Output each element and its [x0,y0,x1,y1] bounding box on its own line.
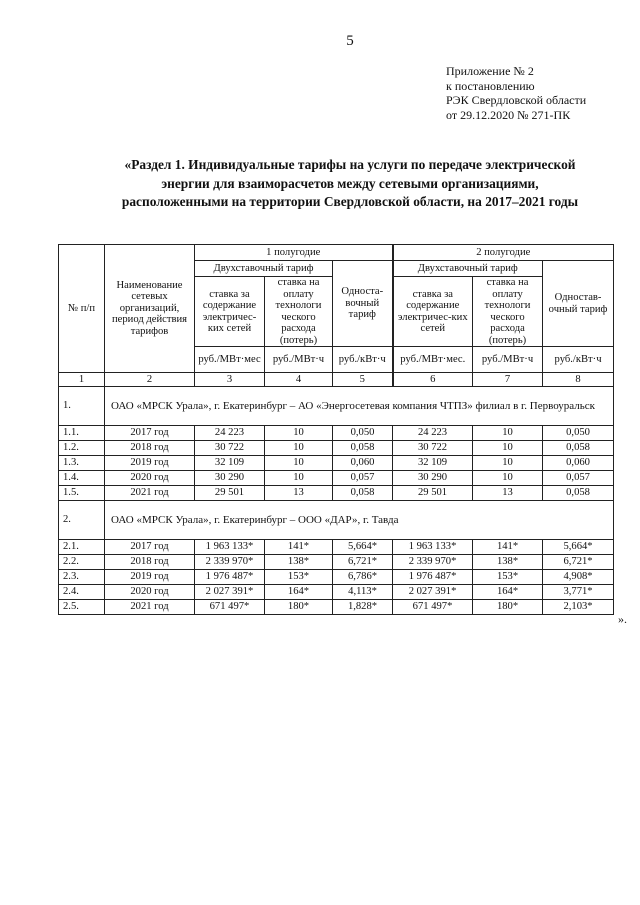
cell-rate-losses-1: 141* [265,540,333,555]
header-col-index: 3 [195,373,265,387]
header-unit: руб./МВт·мес [195,347,265,373]
header-unit: руб./МВт·ч [473,347,543,373]
cell-rate-maintenance-2: 2 339 970* [393,555,473,570]
table-row [59,555,614,570]
appendix-line: от 29.12.2020 № 271-ПК [446,107,571,122]
cell-one-part-2: 0,058 [543,441,614,456]
row-index: 1.1. [59,426,105,441]
appendix-reference [446,64,586,122]
closing-quote: ». [618,612,627,626]
page-number: 5 [346,33,354,49]
group-row [59,501,614,540]
cell-rate-maintenance-1: 24 223 [195,426,265,441]
row-period: 2018 год [105,555,195,570]
row-period: 2020 год [105,471,195,486]
section-title-line: энергии для взаиморасчетов между сетевыми организациями, [161,175,539,191]
header-one-part-tariff-1: Односта-вочный тариф [333,261,393,347]
cell-rate-losses-2: 153* [473,570,543,585]
header-rate-maintenance-1: ставка за содержание электричес-ких сетей [195,277,265,347]
group-row [59,387,614,426]
table-row [59,441,614,456]
group-name: ОАО «МРСК Урала», г. Екатеринбург – ООО «ДАР», г. Тавда [105,501,614,540]
header-one-part-tariff-2: Одностав-очный тариф [543,261,614,347]
appendix-line: к постановлению [446,78,535,93]
group-index: 2. [59,501,105,540]
cell-rate-maintenance-2: 30 722 [393,441,473,456]
cell-one-part-1: 0,050 [333,426,393,441]
row-index: 2.5. [59,600,105,615]
cell-rate-losses-2: 10 [473,456,543,471]
cell-one-part-1: 1,828* [333,600,393,615]
row-index: 2.2. [59,555,105,570]
header-unit: руб./МВт·ч [265,347,333,373]
row-period: 2019 год [105,456,195,471]
cell-one-part-2: 0,058 [543,486,614,501]
cell-rate-losses-1: 164* [265,585,333,600]
appendix-line: Приложение № 2 [446,64,534,78]
cell-rate-losses-1: 10 [265,471,333,486]
table-row [59,426,614,441]
cell-rate-losses-2: 13 [473,486,543,501]
tariff-table [58,244,614,615]
header-col-index: 5 [333,373,393,387]
table-row [59,471,614,486]
row-index: 1.5. [59,486,105,501]
cell-rate-maintenance-2: 1 963 133* [393,540,473,555]
cell-rate-losses-2: 138* [473,555,543,570]
header-col-name: Наименование сетевых организаций, период действия тарифов [105,245,195,373]
cell-rate-losses-2: 164* [473,585,543,600]
header-half-2: 2 полугодие [393,245,614,261]
header-two-part-tariff-1: Двухставочный тариф [195,261,333,277]
cell-rate-maintenance-1: 30 290 [195,471,265,486]
row-period: 2019 год [105,570,195,585]
header-rate-maintenance-2: ставка за содержание электричес-ких сетей [393,277,473,347]
section-title [60,156,640,212]
cell-rate-losses-1: 10 [265,456,333,471]
row-index: 2.4. [59,585,105,600]
cell-one-part-1: 4,113* [333,585,393,600]
cell-rate-maintenance-2: 24 223 [393,426,473,441]
header-rate-losses-1: ставка на оплату технологи ческого расхода (потерь) [265,277,333,347]
cell-rate-maintenance-2: 30 290 [393,471,473,486]
cell-rate-losses-1: 10 [265,426,333,441]
cell-one-part-1: 0,057 [333,471,393,486]
header-col-index: 2 [105,373,195,387]
row-index: 1.2. [59,441,105,456]
row-index: 2.3. [59,570,105,585]
row-index: 2.1. [59,540,105,555]
header-col-index: 4 [265,373,333,387]
table-row [59,456,614,471]
row-period: 2021 год [105,600,195,615]
cell-one-part-2: 5,664* [543,540,614,555]
header-unit: руб./кВт·ч [543,347,614,373]
cell-rate-losses-1: 10 [265,441,333,456]
cell-one-part-1: 6,786* [333,570,393,585]
header-col-index: 6 [393,373,473,387]
cell-rate-losses-1: 138* [265,555,333,570]
group-name: ОАО «МРСК Урала», г. Екатеринбург – АО «Энергосетевая компания ЧТПЗ» филиал в г. Первоуральск [105,387,614,426]
row-period: 2021 год [105,486,195,501]
cell-rate-losses-1: 153* [265,570,333,585]
cell-rate-maintenance-2: 32 109 [393,456,473,471]
header-col-number: № п/п [59,245,105,373]
cell-rate-maintenance-2: 29 501 [393,486,473,501]
header-col-index: 7 [473,373,543,387]
section-title-line: «Раздел 1. Индивидуальные тарифы на услуги по передаче электрической [124,157,576,172]
header-unit: руб./кВт·ч [333,347,393,373]
cell-rate-losses-2: 180* [473,600,543,615]
cell-rate-losses-1: 180* [265,600,333,615]
header-col-index: 8 [543,373,614,387]
row-period: 2017 год [105,540,195,555]
row-period: 2020 год [105,585,195,600]
header-rate-losses-2: ставка на оплату технологи ческого расхода (потерь) [473,277,543,347]
table-row [59,600,614,615]
cell-rate-maintenance-1: 1 963 133* [195,540,265,555]
cell-rate-maintenance-1: 671 497* [195,600,265,615]
cell-one-part-2: 4,908* [543,570,614,585]
cell-one-part-2: 3,771* [543,585,614,600]
cell-rate-maintenance-1: 1 976 487* [195,570,265,585]
row-index: 1.3. [59,456,105,471]
cell-rate-maintenance-1: 2 339 970* [195,555,265,570]
cell-one-part-1: 0,058 [333,441,393,456]
cell-rate-maintenance-2: 2 027 391* [393,585,473,600]
cell-rate-losses-2: 10 [473,441,543,456]
header-half-1: 1 полугодие [195,245,393,261]
row-period: 2018 год [105,441,195,456]
header-unit: руб./МВт·мес. [393,347,473,373]
cell-one-part-2: 6,721* [543,555,614,570]
cell-rate-maintenance-1: 32 109 [195,456,265,471]
cell-rate-maintenance-1: 29 501 [195,486,265,501]
appendix-line: РЭК Свердловской области [446,93,587,107]
cell-rate-losses-2: 10 [473,426,543,441]
cell-one-part-1: 5,664* [333,540,393,555]
cell-rate-losses-2: 141* [473,540,543,555]
cell-rate-maintenance-1: 2 027 391* [195,585,265,600]
header-col-index: 1 [59,373,105,387]
cell-one-part-1: 0,058 [333,486,393,501]
row-index: 1.4. [59,471,105,486]
table-row [59,486,614,501]
cell-one-part-2: 0,057 [543,471,614,486]
header-two-part-tariff-2: Двухставочный тариф [393,261,543,277]
cell-rate-maintenance-1: 30 722 [195,441,265,456]
row-period: 2017 год [105,426,195,441]
table-row [59,570,614,585]
cell-one-part-2: 0,060 [543,456,614,471]
table-row [59,585,614,600]
cell-rate-maintenance-2: 1 976 487* [393,570,473,585]
cell-rate-losses-2: 10 [473,471,543,486]
cell-one-part-2: 0,050 [543,426,614,441]
cell-rate-maintenance-2: 671 497* [393,600,473,615]
cell-one-part-1: 6,721* [333,555,393,570]
group-index: 1. [59,387,105,426]
section-title-line: расположенными на территории Свердловской области, на 2017–2021 годы [121,194,579,209]
cell-rate-losses-1: 13 [265,486,333,501]
cell-one-part-2: 2,103* [543,600,614,615]
table-row [59,540,614,555]
cell-one-part-1: 0,060 [333,456,393,471]
